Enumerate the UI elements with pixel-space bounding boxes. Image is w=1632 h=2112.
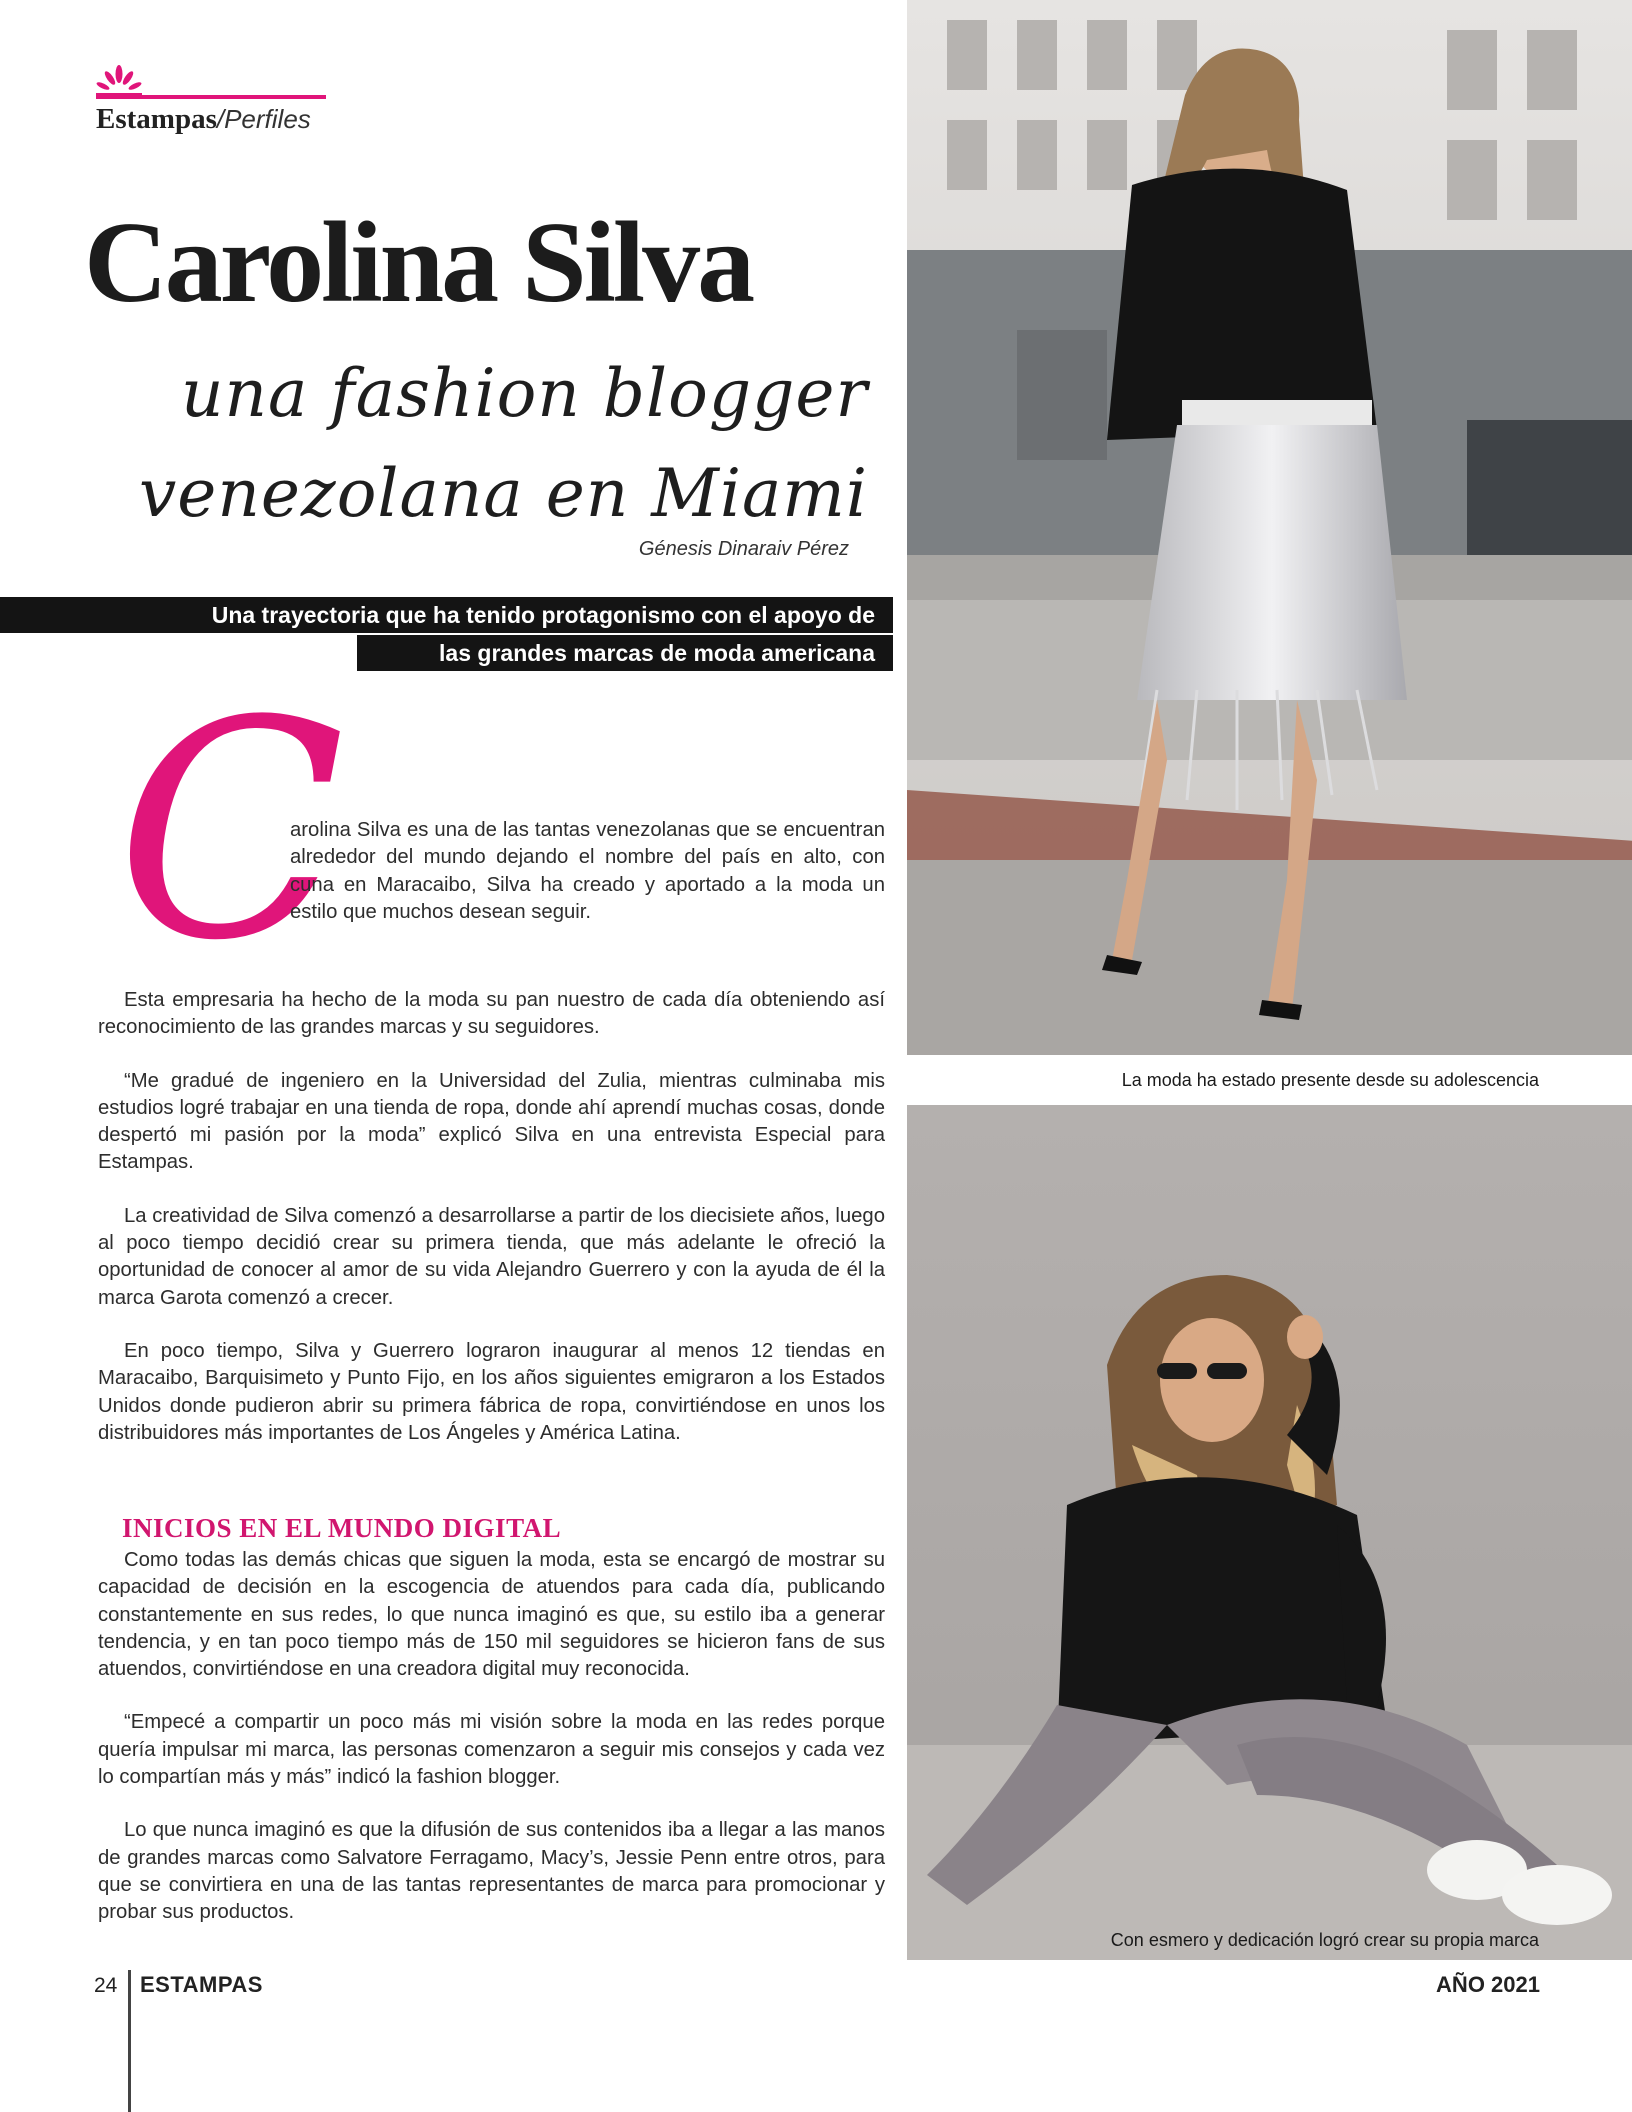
magazine-name: ESTAMPAS (140, 1972, 263, 1997)
flower-ornament-icon (96, 64, 142, 98)
article-subtitle-line-2: venezolana en Miami (139, 455, 868, 532)
section-rule (96, 95, 326, 99)
issue-year: AÑO 2021 (1436, 1972, 1540, 1997)
intro-paragraph-block (290, 817, 885, 952)
body-column-2 (98, 1547, 885, 1953)
body-paragraph: Esta empresaria ha hecho de la moda su pan nuestro de cada día obteniendo así reconocimiento de las grandes marcas y su seguidores. (98, 989, 885, 1039)
article-subtitle-line-1: una fashion blogger (180, 355, 868, 432)
author-byline: Génesis Dinaraiv Pérez (638, 538, 849, 560)
section-heading: INICIOS EN EL MUNDO DIGITAL (122, 1513, 562, 1543)
body-paragraph: En poco tiempo, Silva y Guerrero lograron inaugurar al menos 12 tiendas en Maracaibo, Barquisimeto y Punto Fijo, en los años siguientes emigraron a los Estados Unidos donde pudieron abrir su primera fábrica de ropa, convirtiéndose en unos los distribuidores más importantes de Los Ángeles y América Latina. (98, 1339, 885, 1444)
photo-street-outfit-image (907, 0, 1632, 1055)
body-paragraph: “Me gradué de ingeniero en la Universidad del Zulia, mientras culminaba mis estudios logré trabajar en una tienda de ropa, donde ahí aprendí muchas cosas, donde despertó mi pasión por la moda” explicó Silva en una entrevista Especial para Estampas. (98, 1069, 885, 1174)
photo-seated-outfit-image (907, 1105, 1632, 1960)
body-paragraph: “Empecé a compartir un poco más mi visión sobre la moda en las redes porque quería impulsar mi marca, las personas comenzaron a seguir mis consejos y cada vez lo compartían más y más” indicó la fashion blogger. (98, 1711, 885, 1789)
footer-divider (128, 1970, 131, 2112)
section-separator: / (216, 104, 225, 134)
photo-seated-outfit (907, 1105, 1632, 1960)
section-label (96, 103, 311, 136)
section-name: Estampas (96, 103, 217, 135)
photo-caption-1: La moda ha estado presente desde su adolescencia (1121, 1070, 1539, 1090)
photo-caption-2: Con esmero y dedicación logró crear su propia marca (1110, 1930, 1539, 1950)
photo-street-outfit (907, 0, 1632, 1055)
drop-cap-glyph: C (116, 700, 346, 960)
body-paragraph: Lo que nunca imaginó es que la difusión de sus contenidos iba a llegar a las manos de grandes marcas como Salvatore Ferragamo, Macy’s, Jessie Penn entre otros, para que se convirtiera en una de las tantas representantes de marca para promocionar y probar sus productos. (98, 1819, 885, 1924)
lead-bar-line-2: las grandes marcas de moda americana (357, 635, 893, 671)
body-paragraph: Como todas las demás chicas que siguen la moda, esta se encargó de mostrar su capacidad de decisión en la escogencia de atuendos para cada día, publicando constantemente en sus redes, lo que nunca imaginó es que, su estilo iba a generar tendencia, y en tan poco tiempo más de 150 mil seguidores se hicieron fans de sus atuendos, convirtiéndose en una creadora digital muy reconocida. (98, 1549, 885, 1681)
body-paragraph: La creatividad de Silva comenzó a desarrollarse a partir de los diecisiete años, luego al poco tiempo decidió crear su primera tienda, que más adelante le ofreció la oportunidad de conocer al amor de su vida Alejandro Guerrero y con la ayuda de él la marca Garota comenzó a crecer. (98, 1204, 885, 1309)
intro-paragraph: arolina Silva es una de las tantas venezolanas que se encuentran alrededor del mundo dejando el nombre del país en alto, con cuna en Maracaibo, Silva ha creado y aportado a la moda un estilo que muchos desean seguir. (290, 819, 885, 923)
lead-bar-line-1: Una trayectoria que ha tenido protagonismo con el apoyo de (0, 597, 893, 633)
page-number: 24 (94, 1974, 118, 1997)
article-title: Carolina Silva (84, 199, 753, 327)
body-column (98, 987, 885, 1473)
section-subname: Perfiles (224, 104, 311, 134)
